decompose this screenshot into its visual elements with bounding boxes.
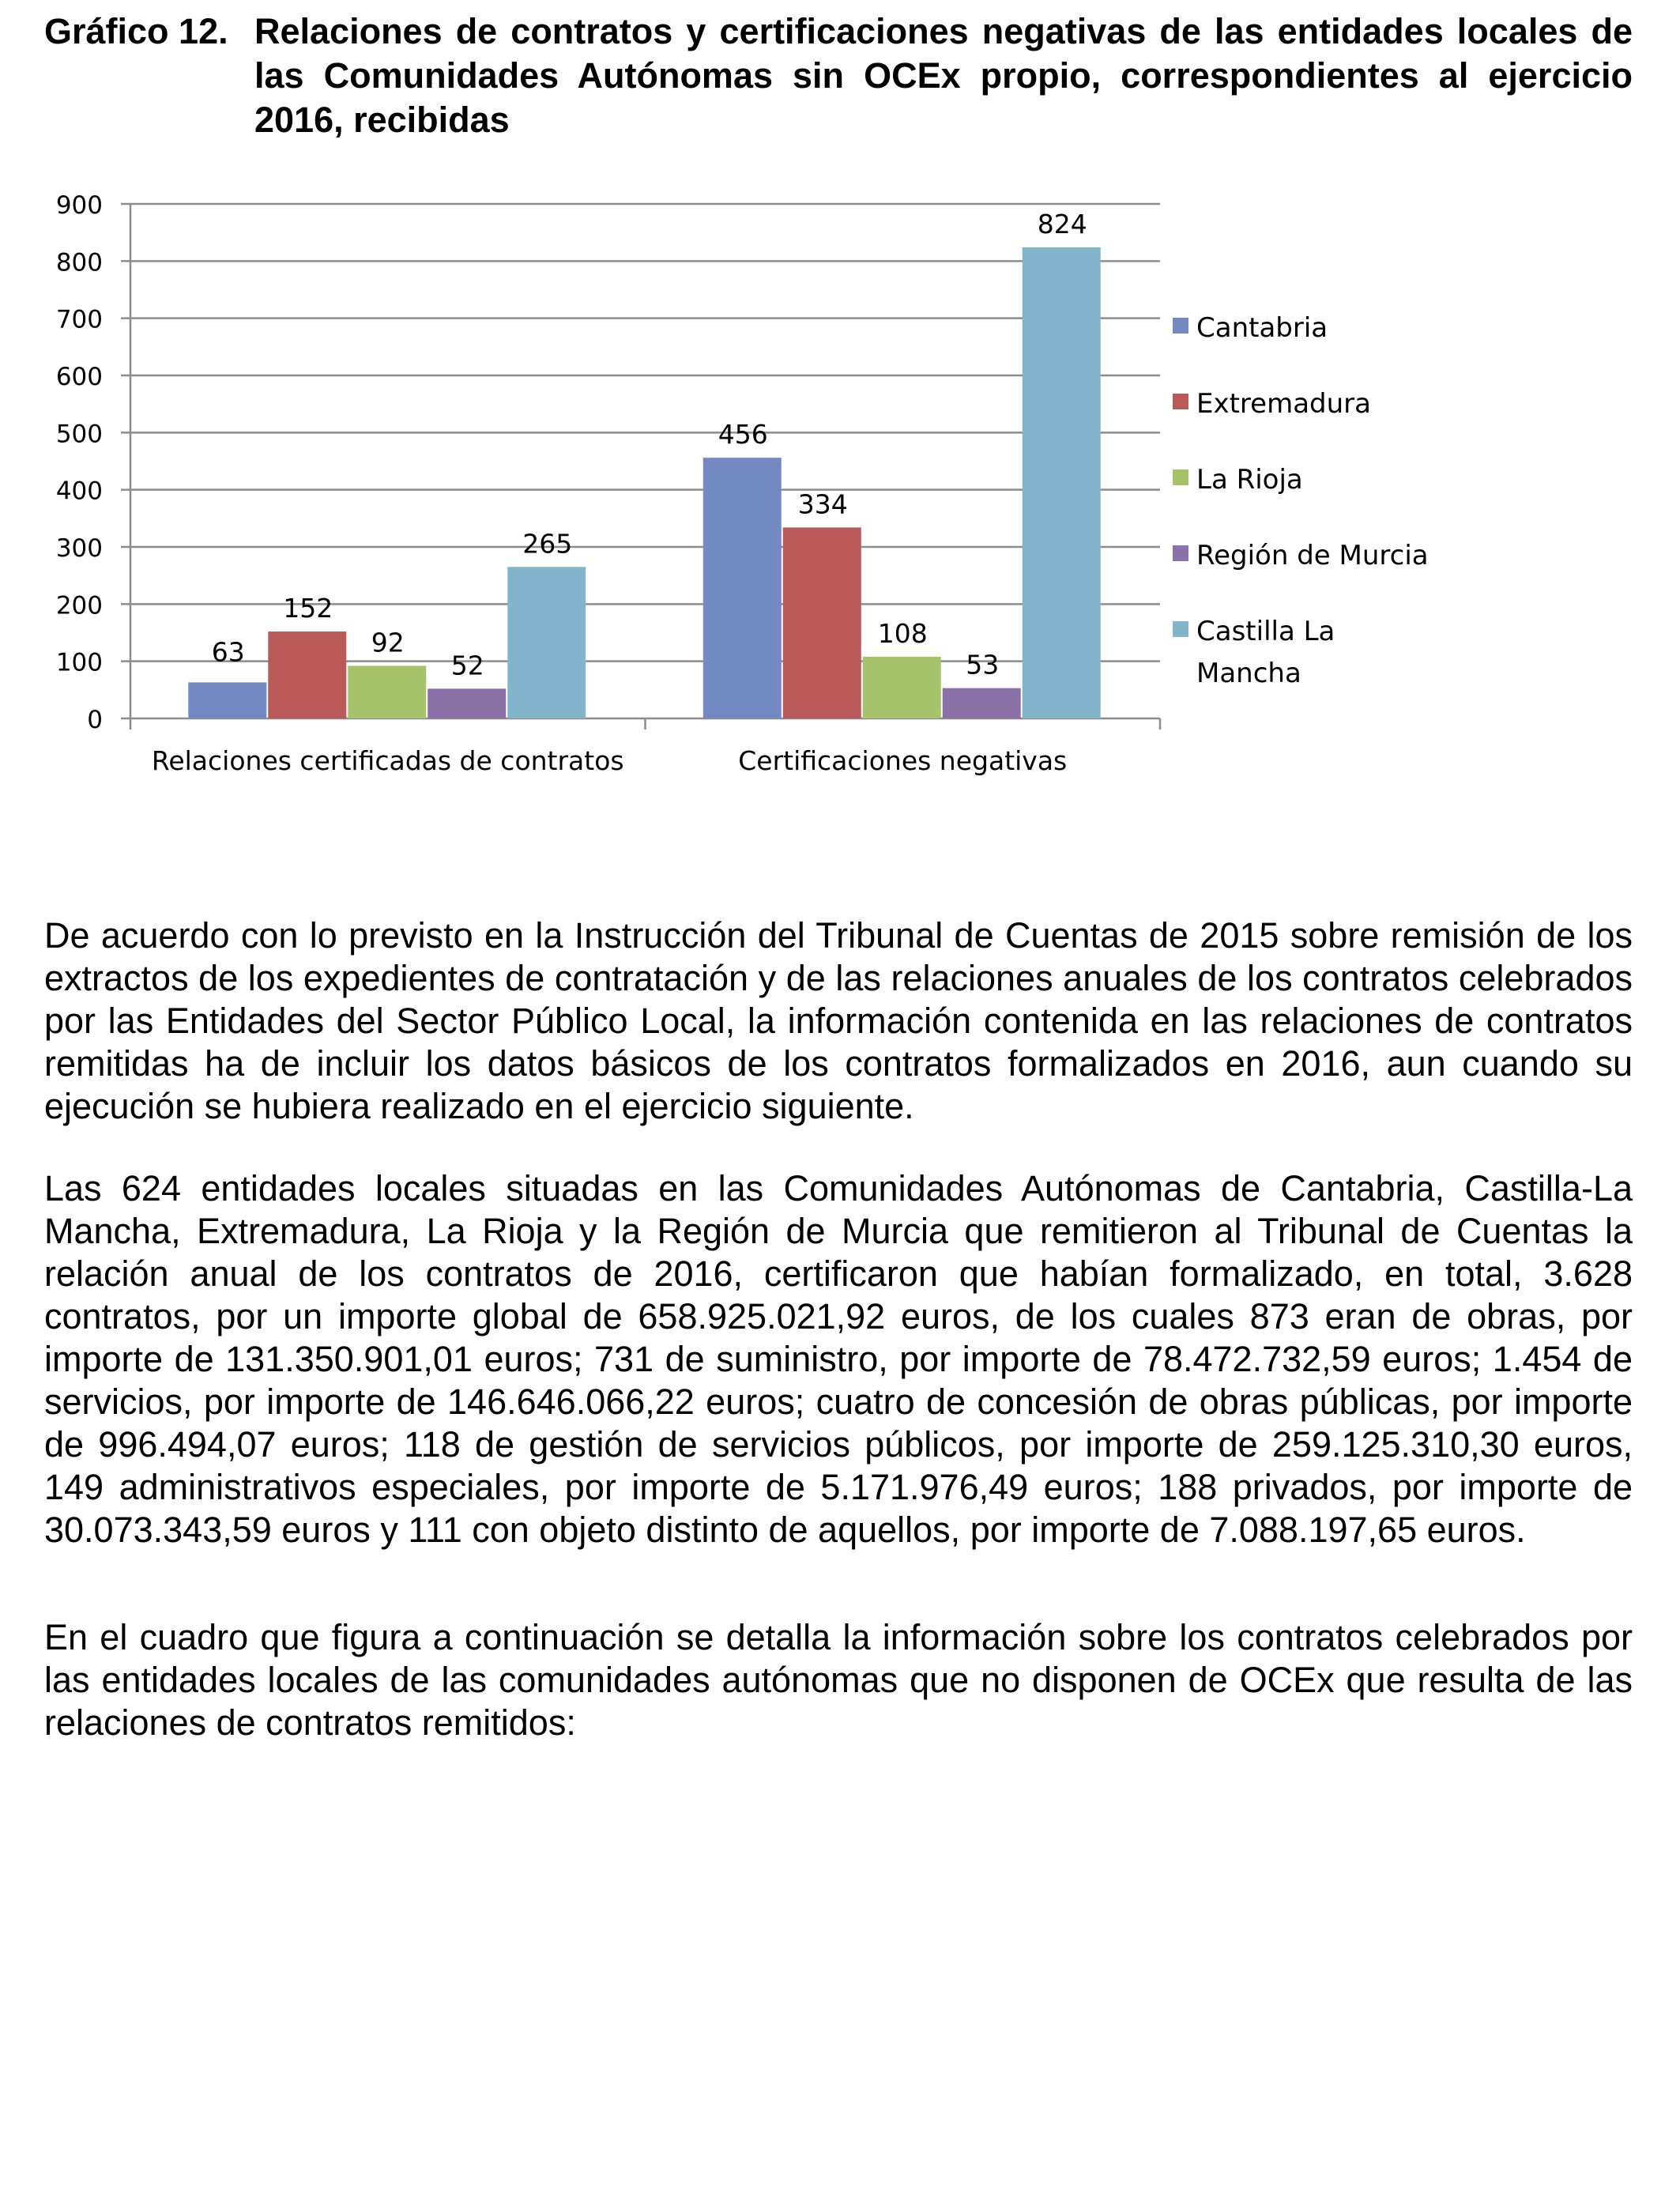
- data-label: 63: [211, 636, 245, 668]
- bar: [188, 682, 266, 718]
- bar: [507, 567, 586, 718]
- legend-label: La Rioja: [1196, 464, 1303, 496]
- paragraph-entidades: Las 624 entidades locales situadas en las Comunidades Autónomas de Cantabria, Castilla-La Mancha, Extremadura, La Rioja y la Región de Murcia que remitieron al Tribunal de Cuentas la relación anual de los contratos de 2016, certificaron que habían formalizado, en total, 3.628 contratos, por un importe global de 658.925.021,92 euros, de los cuales 873 eran de obras, por importe de 131.350.901,01 euros; 731 de suministro, por importe de 78.472.732,59 euros; 1.454 de servicios, por importe de 146.646.066,22 euros; cuatro de concesión de obras públicas, por importe de 996.494,07 euros; 118 de gestión de servicios públicos, por importe de 259.125.310,30 euros, 149 administrativos especiales, por importe de 5.171.976,49 euros; 188 privados, por importe de 30.073.343,59 euros y 111 con objeto distinto de aquellos, por importe de 7.088.197,65 euros.: [44, 1168, 1633, 1550]
- bar: [268, 631, 346, 718]
- bar: [1023, 247, 1101, 718]
- y-tick-label: 200: [55, 591, 103, 620]
- bar: [348, 665, 426, 718]
- legend-label: Mancha: [1196, 658, 1301, 689]
- bar: [943, 688, 1021, 718]
- data-label: 92: [371, 627, 405, 658]
- legend-swatch: [1173, 318, 1188, 334]
- paragraph-instruccion: De acuerdo con lo previsto en la Instrucción del Tribunal de Cuentas de 2015 sobre remisión de los extractos de los expedientes de contratación y de las relaciones anuales de los contratos celebrados por las Entidades del Sector Público Local, la información contenida en las relaciones de contratos remitidas ha de incluir los datos básicos de los contratos formalizados en 2016, aun cuando su ejecución se hubiera realizado en el ejercicio siguiente.: [44, 915, 1633, 1126]
- paragraph-cuadro: En el cuadro que figura a continuación se detalla la información sobre los contratos celebrados por las entidades locales de las comunidades autónomas que no disponen de OCEx que resulta de las relaciones de contratos remitidos:: [44, 1617, 1633, 1743]
- x-category-label: Relaciones certificadas de contratos: [151, 745, 624, 776]
- legend-label: Extremadura: [1196, 388, 1371, 420]
- x-category-label: Certificaciones negativas: [738, 745, 1068, 776]
- y-tick-label: 600: [55, 363, 103, 391]
- bar-chart: [0, 158, 1680, 806]
- y-tick-label: 800: [55, 248, 103, 277]
- y-tick-label: 300: [55, 534, 103, 563]
- bar: [783, 527, 861, 718]
- y-tick-label: 900: [55, 191, 103, 220]
- data-label: 456: [718, 419, 768, 450]
- y-tick-label: 400: [55, 477, 103, 506]
- figure-number: Gráfico 12.: [44, 11, 228, 51]
- y-tick-label: 0: [87, 706, 103, 734]
- y-tick-label: 700: [55, 305, 103, 334]
- data-label: 52: [450, 650, 484, 681]
- legend-swatch: [1173, 621, 1188, 637]
- legend-label: Castilla La: [1196, 616, 1335, 647]
- legend-swatch: [1173, 394, 1188, 409]
- legend-label: Región de Murcia: [1196, 540, 1429, 571]
- data-label: 265: [522, 528, 573, 560]
- legend-swatch: [1173, 545, 1188, 561]
- legend-label: Cantabria: [1196, 312, 1328, 344]
- data-label: 53: [966, 649, 1000, 680]
- data-label: 334: [797, 488, 848, 520]
- bar: [428, 688, 506, 718]
- bar: [703, 458, 782, 718]
- y-tick-label: 100: [55, 648, 103, 677]
- bar: [863, 657, 941, 718]
- y-tick-label: 500: [55, 420, 103, 449]
- data-label: 824: [1037, 208, 1087, 239]
- legend-swatch: [1173, 469, 1188, 485]
- figure-title: Relaciones de contratos y certificaciones negativas de las entidades locales de las Comunidades Autónomas sin OCEx propio, correspondientes al ejercicio 2016, recibidas: [254, 11, 1633, 140]
- data-label: 108: [877, 617, 928, 649]
- data-label: 152: [283, 593, 333, 624]
- figure-caption: [44, 9, 1633, 142]
